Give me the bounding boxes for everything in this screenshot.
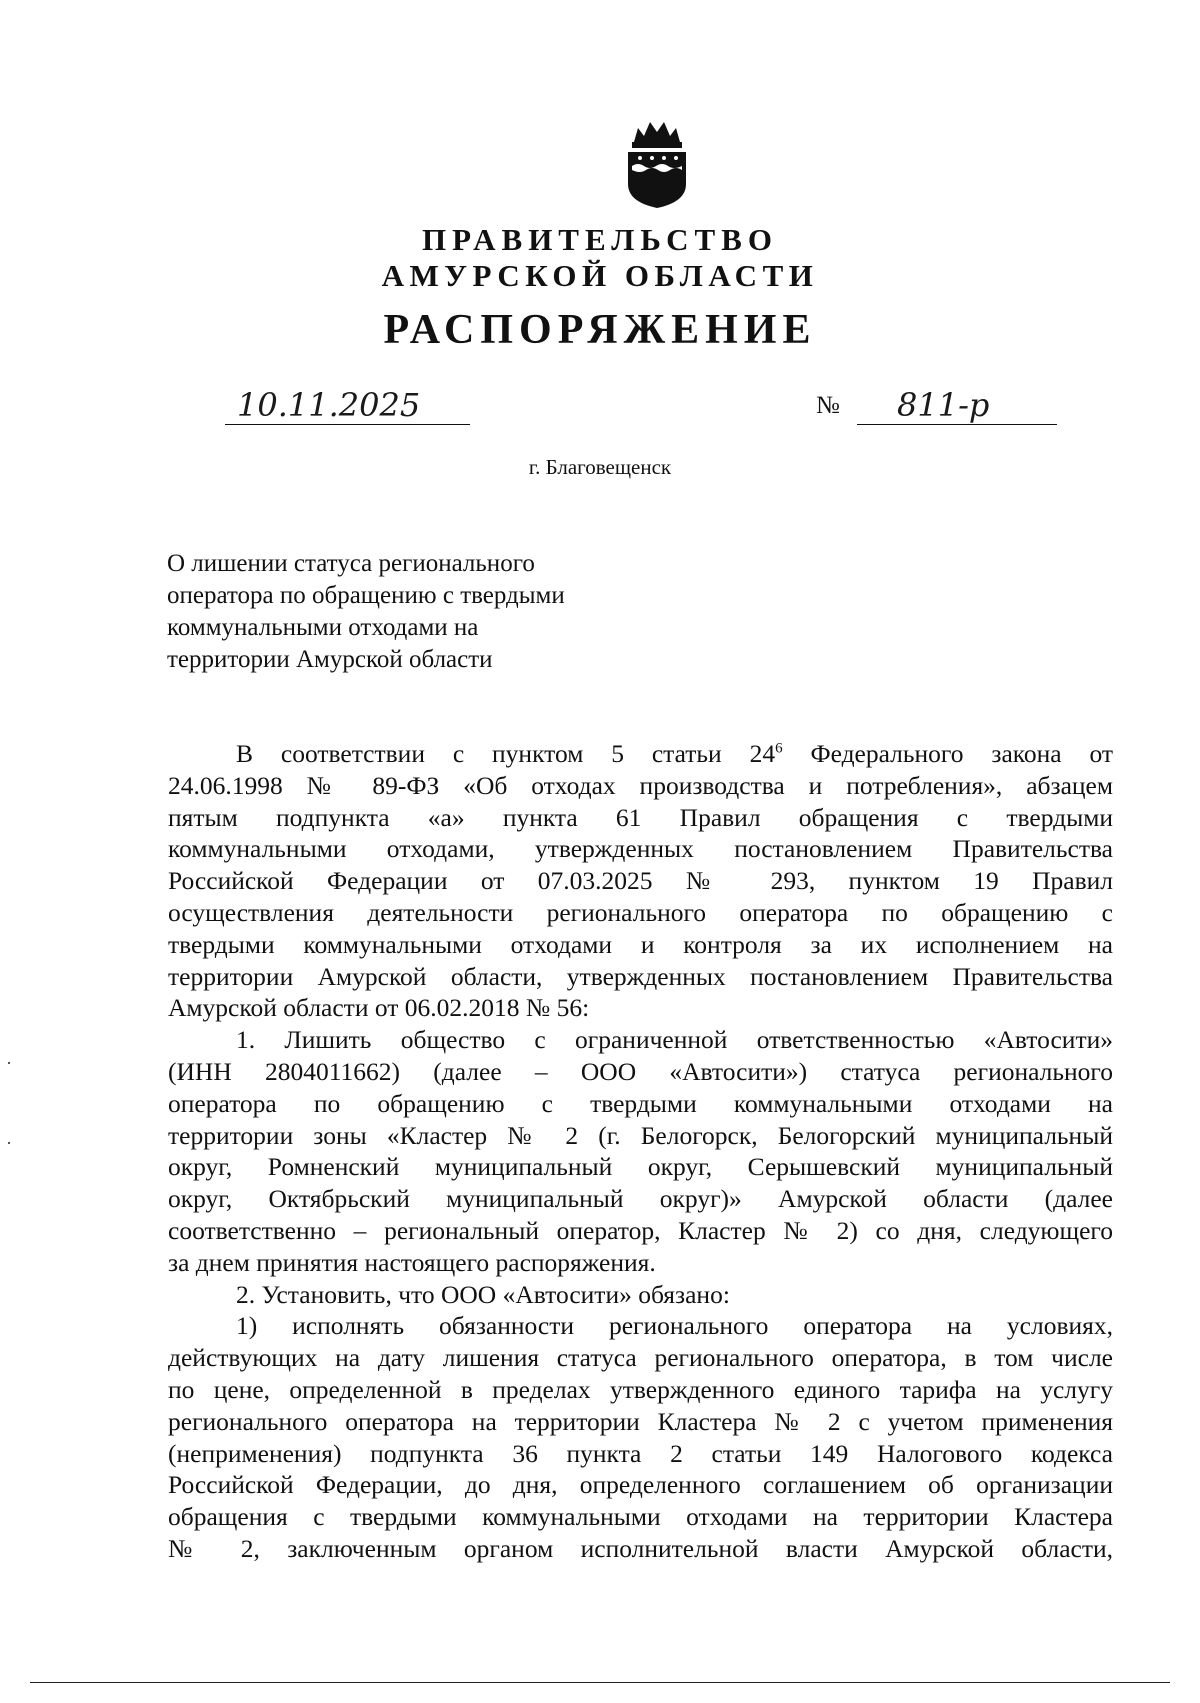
number-sign: №	[816, 392, 840, 419]
text-fragment: Федерального закона от	[782, 739, 1113, 768]
body-line: 1) исполнять обязанности регионального оператора на условиях,	[236, 1311, 1113, 1341]
body-line: № 2, заключенным органом исполнительной власти Амурской области,	[168, 1533, 1113, 1563]
text-fragment: В соответствии с пунктом 5 статьи 24	[236, 739, 776, 768]
body-line: пятым подпункта «а» пункта 61 Правил обращения с твердыми	[168, 802, 1113, 832]
subject-line: О лишении статуса регионального	[167, 550, 535, 577]
body-line: по цене, определенной в пределах утвержденного единого тарифа на услугу	[168, 1374, 1113, 1404]
number-field	[857, 384, 1057, 425]
handwritten-number: 811-р	[897, 386, 990, 424]
superscript: 6	[775, 740, 783, 757]
body-line: Амурской области от 06.02.2018 № 56:	[168, 993, 590, 1023]
body-line: территории зоны «Кластер № 2 (г. Белогорск, Белогорский муниципальный	[168, 1120, 1113, 1150]
body-line	[168, 738, 1113, 770]
scan-speck	[8, 1062, 10, 1064]
date-field	[225, 384, 470, 425]
issuer-line-2: АМУРСКОЙ ОБЛАСТИ	[381, 258, 819, 293]
city-label: г. Благовещенск	[528, 455, 672, 479]
document-subject	[167, 548, 687, 676]
body-line: осуществления деятельности регионального оператора по обращению с	[168, 897, 1113, 927]
body-line: обращения с твердыми коммунальными отходами на территории Кластера	[168, 1502, 1113, 1532]
scan-speck	[8, 1142, 10, 1144]
issuer-line-1: ПРАВИТЕЛЬСТВО	[422, 222, 778, 257]
body-line: Российской Федерации от 07.03.2025 № 293, пунктом 19 Правил	[168, 866, 1113, 896]
page-bottom-rule	[30, 1682, 1170, 1683]
body-line: регионального оператора на территории Кластера № 2 с учетом применения	[168, 1406, 1113, 1436]
document-body	[168, 738, 1113, 1565]
body-line: 24.06.1998 № 89-ФЗ «Об отходах производства и потребления», абзацем	[168, 770, 1113, 800]
subject-line: коммунальными отходами на	[167, 614, 479, 641]
body-line: округ, Октябрьский муниципальный округ)» Амурской области (далее	[168, 1184, 1113, 1214]
body-line: 2. Установить, что ООО «Автосити» обязано:	[236, 1279, 730, 1309]
body-line: за днем принятия настоящего распоряжения.	[168, 1247, 656, 1277]
body-line: (неприменения) подпункта 36 пункта 2 статьи 149 Налогового кодекса	[168, 1438, 1113, 1468]
body-line: территории Амурской области, утвержденных постановлением Правительства	[168, 961, 1113, 991]
handwritten-date: 10.11.2025	[237, 386, 421, 424]
subject-line: территории Амурской области	[167, 646, 493, 673]
subject-line: оператора по обращению с твердыми	[167, 582, 565, 609]
body-line: твердыми коммунальными отходами и контроля за их исполнением на	[168, 929, 1113, 959]
body-line: действующих на дату лишения статуса регионального оператора, в том числе	[168, 1343, 1113, 1373]
body-line: округ, Ромненский муниципальный округ, Серышевский муниципальный	[168, 1152, 1113, 1182]
body-line: 1. Лишить общество с ограниченной ответственностью «Автосити»	[236, 1025, 1113, 1055]
body-line: коммунальными отходами, утвержденных постановлением Правительства	[168, 834, 1113, 864]
body-line: (ИНН 2804011662) (далее – ООО «Автосити») статуса регионального	[168, 1056, 1113, 1086]
coat-of-arms-emblem	[620, 118, 694, 210]
body-line: оператора по обращению с твердыми коммунальными отходами на	[168, 1088, 1113, 1118]
body-line: Российской Федерации, до дня, определенного соглашением об организации	[168, 1470, 1113, 1500]
document-type-title: РАСПОРЯЖЕНИЕ	[383, 307, 817, 353]
body-line: соответственно – региональный оператор, Кластер № 2) со дня, следующего	[168, 1215, 1113, 1245]
